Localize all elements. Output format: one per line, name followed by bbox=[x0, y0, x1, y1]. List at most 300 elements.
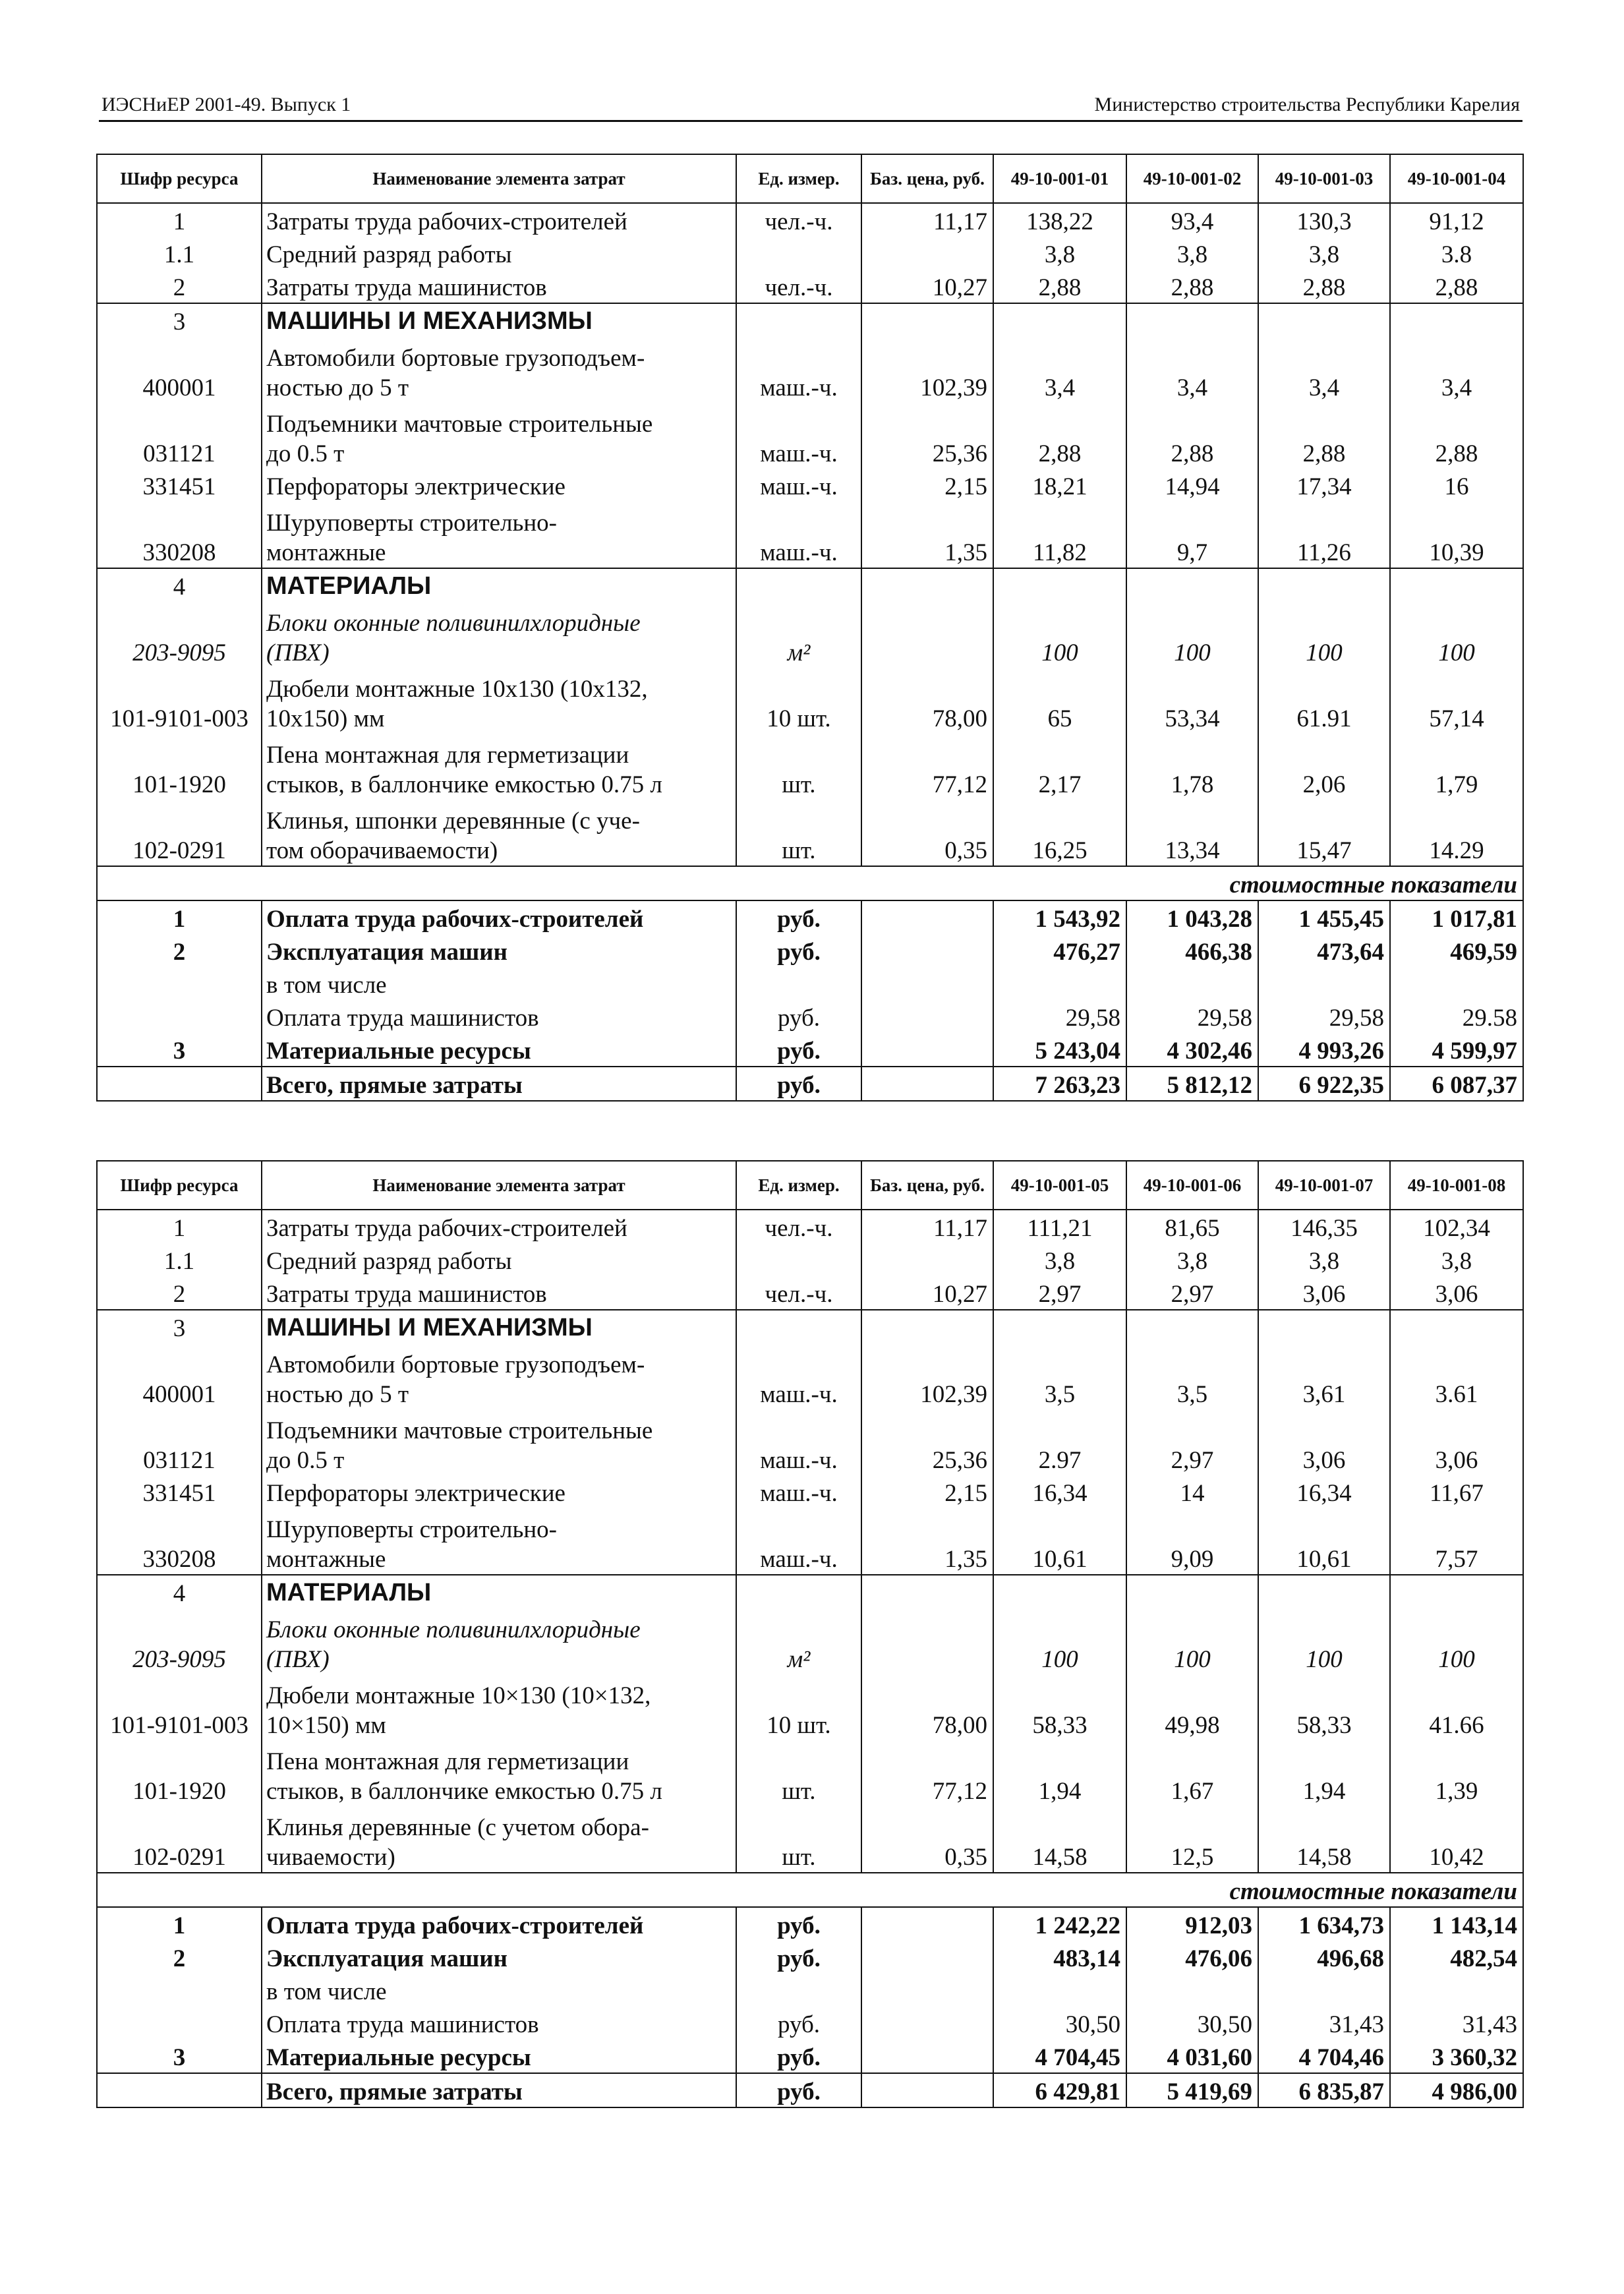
resource-code: 330208 bbox=[97, 502, 262, 568]
cost-value: 4 599,97 bbox=[1390, 1033, 1523, 1067]
cost-value: 1 634,73 bbox=[1258, 1907, 1390, 1941]
cost-indicators-label: стоимостные показатели bbox=[97, 1873, 1523, 1907]
unit-of-measure: м² bbox=[736, 1608, 861, 1674]
unit-of-measure: шт. bbox=[736, 800, 861, 866]
cost-element-name bbox=[262, 1343, 736, 1409]
cost-element-name bbox=[262, 1740, 736, 1806]
cost-element-name: Затраты труда рабочих-строителей bbox=[262, 203, 736, 237]
cost-code bbox=[97, 967, 262, 1000]
section-title: МАШИНЫ И МЕХАНИЗМЫ bbox=[262, 303, 736, 337]
norm-value: 9,7 bbox=[1126, 502, 1258, 568]
norm-value: 10,42 bbox=[1390, 1806, 1523, 1873]
cost-value: 30,50 bbox=[993, 2007, 1126, 2040]
unit-of-measure: чел.-ч. bbox=[736, 1210, 861, 1243]
norm-value: 53,34 bbox=[1126, 668, 1258, 734]
base-price: 25,36 bbox=[861, 1409, 993, 1475]
cost-element-name-line2: до 0.5 т bbox=[266, 1446, 345, 1474]
cost-value: 1 543,92 bbox=[993, 900, 1126, 934]
cost-unit bbox=[736, 967, 861, 1000]
norm-value: 11,26 bbox=[1258, 502, 1390, 568]
section-title: МАТЕРИАЛЫ bbox=[262, 568, 736, 602]
table-row bbox=[97, 1740, 1523, 1806]
cost-element-name-line1: Автомобили бортовые грузоподъем- bbox=[266, 1351, 645, 1379]
section-code: 3 bbox=[97, 303, 262, 337]
norm-value: 2,97 bbox=[1126, 1409, 1258, 1475]
cost-element-name-line1: Шуруповерты строительно- bbox=[266, 510, 558, 537]
norm-value: 9,09 bbox=[1126, 1508, 1258, 1575]
norm-value: 3.8 bbox=[1390, 237, 1523, 270]
norm-value: 49,98 bbox=[1126, 1674, 1258, 1740]
cost-unit: руб. bbox=[736, 2007, 861, 2040]
norm-value: 14,94 bbox=[1126, 469, 1258, 502]
unit-of-measure: маш.-ч. bbox=[736, 1475, 861, 1508]
empty-cell bbox=[861, 303, 993, 337]
cost-element-name-line1: Пена монтажная для герметизации bbox=[266, 1748, 629, 1776]
cost-element-name: Перфораторы электрические bbox=[262, 469, 736, 502]
cost-row bbox=[97, 2007, 1523, 2040]
cost-name: Материальные ресурсы bbox=[262, 2040, 736, 2073]
section-code: 3 bbox=[97, 1310, 262, 1343]
table-row bbox=[97, 502, 1523, 568]
cost-element-name bbox=[262, 1806, 736, 1873]
norm-value: 17,34 bbox=[1258, 469, 1390, 502]
norm-value: 3,8 bbox=[1126, 1243, 1258, 1276]
empty-cell bbox=[861, 1310, 993, 1343]
cost-unit: руб. bbox=[736, 1941, 861, 1974]
norm-value: 2,97 bbox=[1126, 1276, 1258, 1310]
empty-cell bbox=[861, 2040, 993, 2073]
norm-value: 2,88 bbox=[1258, 403, 1390, 469]
cost-value: 476,27 bbox=[993, 934, 1126, 967]
cost-name: в том числе bbox=[262, 1974, 736, 2007]
cost-value: 1 043,28 bbox=[1126, 900, 1258, 934]
norm-value: 3,4 bbox=[1258, 337, 1390, 403]
empty-cell bbox=[1126, 1310, 1258, 1343]
unit-of-measure: маш.-ч. bbox=[736, 1508, 861, 1575]
column-header: 49-10-001-01 bbox=[993, 154, 1126, 203]
empty-cell bbox=[861, 967, 993, 1000]
cost-value: 482,54 bbox=[1390, 1941, 1523, 1974]
cost-element-name bbox=[262, 734, 736, 800]
norm-value: 58,33 bbox=[1258, 1674, 1390, 1740]
cost-value: 31,43 bbox=[1390, 2007, 1523, 2040]
cost-indicators-row bbox=[97, 1873, 1523, 1907]
cost-element-name-line2: чиваемости) bbox=[266, 1843, 395, 1871]
cost-element-name bbox=[262, 403, 736, 469]
unit-of-measure: маш.-ч. bbox=[736, 403, 861, 469]
empty-cell bbox=[1126, 1575, 1258, 1608]
unit-of-measure: маш.-ч. bbox=[736, 502, 861, 568]
table-row bbox=[97, 1475, 1523, 1508]
cost-element-name-line2: (ПВХ) bbox=[266, 1645, 330, 1673]
empty-cell bbox=[861, 2073, 993, 2107]
total-value: 5 419,69 bbox=[1126, 2073, 1258, 2107]
norm-value: 2,88 bbox=[993, 403, 1126, 469]
column-header: Баз. цена, руб. bbox=[861, 1161, 993, 1210]
cost-value bbox=[993, 967, 1126, 1000]
norm-value: 16,34 bbox=[993, 1475, 1126, 1508]
resource-code: 102-0291 bbox=[97, 1806, 262, 1873]
cost-element-name-line2: 10х150) мм bbox=[266, 705, 385, 732]
unit-of-measure: м² bbox=[736, 602, 861, 668]
cost-element-name-line1: Клинья, шпонки деревянные (с уче- bbox=[266, 808, 640, 835]
table-row bbox=[97, 237, 1523, 270]
cost-name: Эксплуатация машин bbox=[262, 1941, 736, 1974]
total-row bbox=[97, 1067, 1523, 1101]
cost-value bbox=[1126, 1974, 1258, 2007]
norm-value: 3,06 bbox=[1258, 1276, 1390, 1310]
cost-element-name-line1: Подъемники мачтовые строительные bbox=[266, 1417, 653, 1445]
column-header: 49-10-001-06 bbox=[1126, 1161, 1258, 1210]
resource-code: 101-9101-003 bbox=[97, 1674, 262, 1740]
resource-code: 330208 bbox=[97, 1508, 262, 1575]
cost-name: Оплата труда машинистов bbox=[262, 1000, 736, 1033]
page-header bbox=[99, 92, 1522, 122]
base-price: 0,35 bbox=[861, 1806, 993, 1873]
unit-of-measure: маш.-ч. bbox=[736, 469, 861, 502]
table-row bbox=[97, 1210, 1523, 1243]
cost-value: 1 242,22 bbox=[993, 1907, 1126, 1941]
total-value: 5 812,12 bbox=[1126, 1067, 1258, 1101]
column-header: 49-10-001-08 bbox=[1390, 1161, 1523, 1210]
unit-of-measure: маш.-ч. bbox=[736, 337, 861, 403]
total-unit: руб. bbox=[736, 1067, 861, 1101]
norm-value: 3,8 bbox=[1390, 1243, 1523, 1276]
norm-value: 3,8 bbox=[1126, 237, 1258, 270]
resource-code: 331451 bbox=[97, 469, 262, 502]
norm-value: 1,94 bbox=[1258, 1740, 1390, 1806]
cost-row bbox=[97, 967, 1523, 1000]
section-title: МАШИНЫ И МЕХАНИЗМЫ bbox=[262, 1310, 736, 1343]
cost-element-name bbox=[262, 668, 736, 734]
cost-value: 4 031,60 bbox=[1126, 2040, 1258, 2073]
resource-code: 101-1920 bbox=[97, 734, 262, 800]
norm-value: 3,8 bbox=[993, 1243, 1126, 1276]
resource-code: 203-9095 bbox=[97, 1608, 262, 1674]
cost-element-name: Средний разряд работы bbox=[262, 237, 736, 270]
cost-unit: руб. bbox=[736, 934, 861, 967]
norm-value: 3,06 bbox=[1258, 1409, 1390, 1475]
norm-value: 12,5 bbox=[1126, 1806, 1258, 1873]
norm-value: 100 bbox=[1390, 1608, 1523, 1674]
empty-cell bbox=[861, 900, 993, 934]
base-price: 10,27 bbox=[861, 1276, 993, 1310]
cost-value: 466,38 bbox=[1126, 934, 1258, 967]
unit-of-measure bbox=[736, 1243, 861, 1276]
cost-element-name-line2: 10×150) мм bbox=[266, 1711, 386, 1739]
cost-value: 29,58 bbox=[1258, 1000, 1390, 1033]
table-row bbox=[97, 1508, 1523, 1575]
section-title: МАТЕРИАЛЫ bbox=[262, 1575, 736, 1608]
cost-code: 1 bbox=[97, 1907, 262, 1941]
table-row bbox=[97, 734, 1523, 800]
resource-code: 203-9095 bbox=[97, 602, 262, 668]
cost-element-name-line1: Дюбели монтажные 10х130 (10х132, bbox=[266, 676, 648, 703]
table-row bbox=[97, 602, 1523, 668]
cost-element-name: Затраты труда рабочих-строителей bbox=[262, 1210, 736, 1243]
empty-cell bbox=[861, 934, 993, 967]
base-price: 11,17 bbox=[861, 203, 993, 237]
norm-value: 3,8 bbox=[1258, 1243, 1390, 1276]
cost-element-name-line2: стыков, в баллончике емкостью 0.75 л bbox=[266, 1777, 662, 1805]
column-header: Ед. измер. bbox=[736, 1161, 861, 1210]
norm-value: 3,06 bbox=[1390, 1276, 1523, 1310]
norm-value: 3,4 bbox=[993, 337, 1126, 403]
cost-row bbox=[97, 934, 1523, 967]
norm-value: 2,97 bbox=[993, 1276, 1126, 1310]
norm-value: 16 bbox=[1390, 469, 1523, 502]
cost-name: Оплата труда машинистов bbox=[262, 2007, 736, 2040]
cost-unit: руб. bbox=[736, 1033, 861, 1067]
cost-value: 912,03 bbox=[1126, 1907, 1258, 1941]
norm-value: 3,8 bbox=[993, 237, 1126, 270]
total-value: 4 986,00 bbox=[1390, 2073, 1523, 2107]
empty-cell bbox=[1258, 1575, 1390, 1608]
total-row bbox=[97, 2073, 1523, 2107]
section-row bbox=[97, 303, 1523, 337]
empty-cell bbox=[736, 1310, 861, 1343]
column-header: Наименование элемента затрат bbox=[262, 154, 736, 203]
cost-row bbox=[97, 1033, 1523, 1067]
resource-code: 102-0291 bbox=[97, 800, 262, 866]
base-price: 78,00 bbox=[861, 668, 993, 734]
cost-value bbox=[1390, 967, 1523, 1000]
cost-element-name-line2: ностью до 5 т bbox=[266, 374, 409, 401]
cost-value bbox=[1258, 1974, 1390, 2007]
table-row bbox=[97, 668, 1523, 734]
empty-cell bbox=[1126, 568, 1258, 602]
unit-of-measure: маш.-ч. bbox=[736, 1409, 861, 1475]
table-row bbox=[97, 403, 1523, 469]
cost-value: 1 455,45 bbox=[1258, 900, 1390, 934]
cost-code bbox=[97, 1000, 262, 1033]
resource-code: 101-9101-003 bbox=[97, 668, 262, 734]
norm-value: 100 bbox=[1390, 602, 1523, 668]
total-unit: руб. bbox=[736, 2073, 861, 2107]
resource-code: 400001 bbox=[97, 337, 262, 403]
section-row bbox=[97, 568, 1523, 602]
table-row bbox=[97, 1243, 1523, 1276]
column-header: 49-10-001-04 bbox=[1390, 154, 1523, 203]
base-price: 1,35 bbox=[861, 1508, 993, 1575]
norm-value: 18,21 bbox=[993, 469, 1126, 502]
norm-value: 3.61 bbox=[1390, 1343, 1523, 1409]
norm-value: 2,88 bbox=[1258, 270, 1390, 303]
norm-value: 7,57 bbox=[1390, 1508, 1523, 1575]
table-row bbox=[97, 1608, 1523, 1674]
base-price: 77,12 bbox=[861, 734, 993, 800]
resource-code: 331451 bbox=[97, 1475, 262, 1508]
empty-cell bbox=[1258, 303, 1390, 337]
cost-row bbox=[97, 1000, 1523, 1033]
empty-cell bbox=[993, 1310, 1126, 1343]
norm-value: 58,33 bbox=[993, 1674, 1126, 1740]
base-price bbox=[861, 1243, 993, 1276]
base-price: 25,36 bbox=[861, 403, 993, 469]
cost-value: 29,58 bbox=[993, 1000, 1126, 1033]
cost-value: 469,59 bbox=[1390, 934, 1523, 967]
total-label: Всего, прямые затраты bbox=[262, 2073, 736, 2107]
cost-code bbox=[97, 1974, 262, 2007]
resource-code: 031121 bbox=[97, 1409, 262, 1475]
cost-code: 3 bbox=[97, 1033, 262, 1067]
cost-name: в том числе bbox=[262, 967, 736, 1000]
column-header: 49-10-001-02 bbox=[1126, 154, 1258, 203]
column-header: 49-10-001-07 bbox=[1258, 1161, 1390, 1210]
cost-value: 1 017,81 bbox=[1390, 900, 1523, 934]
norm-value: 146,35 bbox=[1258, 1210, 1390, 1243]
unit-of-measure: маш.-ч. bbox=[736, 1343, 861, 1409]
empty-cell bbox=[861, 2007, 993, 2040]
norm-value: 2,88 bbox=[993, 270, 1126, 303]
cost-value: 473,64 bbox=[1258, 934, 1390, 967]
cost-row bbox=[97, 1974, 1523, 2007]
norm-value: 3,5 bbox=[1126, 1343, 1258, 1409]
norm-value: 15,47 bbox=[1258, 800, 1390, 866]
cost-element-name: Затраты труда машинистов bbox=[262, 270, 736, 303]
norm-value: 65 bbox=[993, 668, 1126, 734]
norm-value: 1,78 bbox=[1126, 734, 1258, 800]
norm-value: 2,06 bbox=[1258, 734, 1390, 800]
base-price: 11,17 bbox=[861, 1210, 993, 1243]
table-row bbox=[97, 1343, 1523, 1409]
header-ministry: Министерство строительства Республики Карелия bbox=[1094, 94, 1520, 115]
cost-value: 4 302,46 bbox=[1126, 1033, 1258, 1067]
norm-value: 3,06 bbox=[1390, 1409, 1523, 1475]
empty-cell bbox=[993, 1575, 1126, 1608]
cost-indicators-row bbox=[97, 866, 1523, 900]
cost-element-name bbox=[262, 502, 736, 568]
cost-value: 31,43 bbox=[1258, 2007, 1390, 2040]
resource-code: 400001 bbox=[97, 1343, 262, 1409]
cost-row bbox=[97, 1907, 1523, 1941]
norm-value: 61.91 bbox=[1258, 668, 1390, 734]
cost-row bbox=[97, 2040, 1523, 2073]
norm-value: 2,88 bbox=[1126, 403, 1258, 469]
norm-value: 11,82 bbox=[993, 502, 1126, 568]
cost-element-name-line2: том оборачиваемости) bbox=[266, 837, 498, 864]
norm-value: 14,58 bbox=[993, 1806, 1126, 1873]
norm-value: 41.66 bbox=[1390, 1674, 1523, 1740]
cost-name: Эксплуатация машин bbox=[262, 934, 736, 967]
empty-cell bbox=[1258, 568, 1390, 602]
empty-cell bbox=[993, 303, 1126, 337]
empty-cell bbox=[1126, 303, 1258, 337]
norm-value: 111,21 bbox=[993, 1210, 1126, 1243]
norm-value: 100 bbox=[993, 1608, 1126, 1674]
column-header: Наименование элемента затрат bbox=[262, 1161, 736, 1210]
empty-cell bbox=[993, 568, 1126, 602]
empty-cell bbox=[861, 1907, 993, 1941]
norms-table-1 bbox=[96, 154, 1524, 1102]
norm-value: 10,61 bbox=[993, 1508, 1126, 1575]
empty-cell bbox=[861, 1974, 993, 2007]
norm-value: 2,88 bbox=[1390, 403, 1523, 469]
cost-element-name bbox=[262, 1409, 736, 1475]
base-price: 2,15 bbox=[861, 1475, 993, 1508]
table-row bbox=[97, 203, 1523, 237]
total-value: 6 087,37 bbox=[1390, 1067, 1523, 1101]
cost-element-name bbox=[262, 1674, 736, 1740]
cost-unit: руб. bbox=[736, 900, 861, 934]
cost-code: 2 bbox=[97, 1941, 262, 1974]
total-code bbox=[97, 1067, 262, 1101]
cost-element-name-line2: ностью до 5 т bbox=[266, 1380, 409, 1408]
total-label: Всего, прямые затраты bbox=[262, 1067, 736, 1101]
cost-element-name-line1: Дюбели монтажные 10×130 (10×132, bbox=[266, 1682, 651, 1710]
empty-cell bbox=[861, 1941, 993, 1974]
resource-code: 1 bbox=[97, 1210, 262, 1243]
norm-value: 138,22 bbox=[993, 203, 1126, 237]
empty-cell bbox=[861, 1575, 993, 1608]
cost-element-name bbox=[262, 1608, 736, 1674]
resource-code: 2 bbox=[97, 270, 262, 303]
norm-value: 102,34 bbox=[1390, 1210, 1523, 1243]
cost-value bbox=[1390, 1974, 1523, 2007]
norm-value: 2.97 bbox=[993, 1409, 1126, 1475]
empty-cell bbox=[861, 1000, 993, 1033]
cost-element-name-line1: Шуруповерты строительно- bbox=[266, 1516, 558, 1544]
cost-name: Оплата труда рабочих-строителей bbox=[262, 1907, 736, 1941]
norm-value: 16,25 bbox=[993, 800, 1126, 866]
cost-value: 29,58 bbox=[1126, 1000, 1258, 1033]
cost-element-name-line1: Блоки оконные поливинилхлоридные bbox=[266, 610, 641, 637]
cost-row bbox=[97, 1941, 1523, 1974]
empty-cell bbox=[1390, 303, 1523, 337]
table-header-row bbox=[97, 154, 1523, 203]
norm-value: 100 bbox=[1258, 1608, 1390, 1674]
cost-element-name-line1: Пена монтажная для герметизации bbox=[266, 742, 629, 769]
empty-cell bbox=[1258, 1310, 1390, 1343]
cost-element-name: Средний разряд работы bbox=[262, 1243, 736, 1276]
cost-value bbox=[993, 1974, 1126, 2007]
norm-value: 1,67 bbox=[1126, 1740, 1258, 1806]
column-header: 49-10-001-05 bbox=[993, 1161, 1126, 1210]
total-code bbox=[97, 2073, 262, 2107]
cost-value bbox=[1258, 967, 1390, 1000]
norm-value: 16,34 bbox=[1258, 1475, 1390, 1508]
cost-value: 1 143,14 bbox=[1390, 1907, 1523, 1941]
resource-code: 101-1920 bbox=[97, 1740, 262, 1806]
base-price: 77,12 bbox=[861, 1740, 993, 1806]
norm-value: 10,61 bbox=[1258, 1508, 1390, 1575]
cost-element-name-line2: монтажные bbox=[266, 1545, 386, 1573]
cost-element-name-line2: до 0.5 т bbox=[266, 440, 345, 467]
resource-code: 1.1 bbox=[97, 1243, 262, 1276]
table-header-row bbox=[97, 1161, 1523, 1210]
empty-cell bbox=[861, 1067, 993, 1101]
table-row bbox=[97, 1409, 1523, 1475]
unit-of-measure: шт. bbox=[736, 734, 861, 800]
cost-code: 3 bbox=[97, 2040, 262, 2073]
norm-value: 1,94 bbox=[993, 1740, 1126, 1806]
cost-value bbox=[1126, 967, 1258, 1000]
norms-table-2 bbox=[96, 1160, 1524, 2108]
cost-element-name-line2: (ПВХ) bbox=[266, 639, 330, 666]
norm-value: 3,4 bbox=[1390, 337, 1523, 403]
empty-cell bbox=[1390, 1310, 1523, 1343]
section-code: 4 bbox=[97, 568, 262, 602]
norm-value: 93,4 bbox=[1126, 203, 1258, 237]
cost-name: Оплата труда рабочих-строителей bbox=[262, 900, 736, 934]
resource-code: 1 bbox=[97, 203, 262, 237]
norm-value: 2,17 bbox=[993, 734, 1126, 800]
cost-value: 30,50 bbox=[1126, 2007, 1258, 2040]
total-value: 6 835,87 bbox=[1258, 2073, 1390, 2107]
column-header: Ед. измер. bbox=[736, 154, 861, 203]
base-price: 102,39 bbox=[861, 1343, 993, 1409]
norm-value: 11,67 bbox=[1390, 1475, 1523, 1508]
